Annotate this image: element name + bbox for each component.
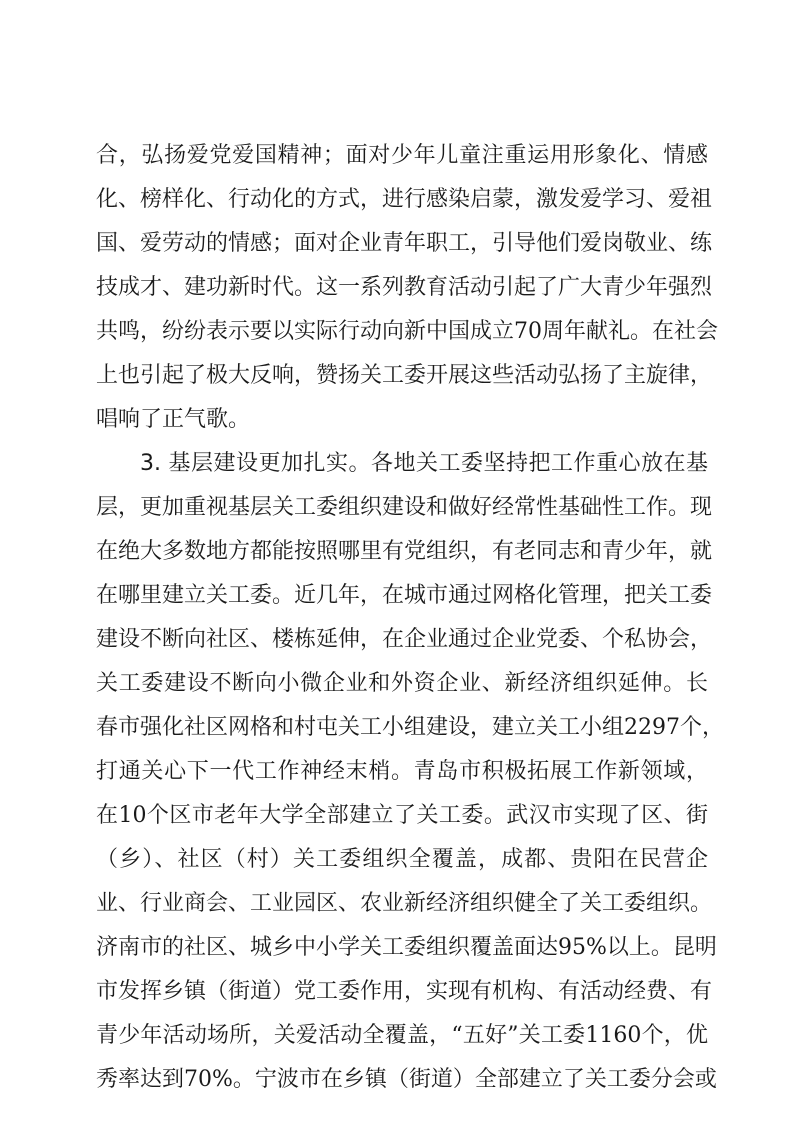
section-heading-line xyxy=(140,444,708,484)
body-text-line: 业、行业商会、工业园区、农业新经济组织健全了关工委组织。 xyxy=(96,891,713,916)
body-text-line: 春市强化社区网格和村屯关工小组建设，建立关工小组2297个， xyxy=(96,715,724,740)
body-text-line: 合，弘扬爱党爱国精神；面对少年儿童注重运用形象化、情感 xyxy=(96,143,708,168)
body-text-line: （乡）、社区（村）关工委组织全覆盖，成都、贵阳在民营企 xyxy=(96,847,708,872)
body-text-line: 共鸣，纷纷表示要以实际行动向新中国成立70周年献礼。在社会 xyxy=(96,319,718,344)
body-text-line: 化、榜样化、行动化的方式，进行感染启蒙，激发爱学习、爱祖 xyxy=(96,187,713,212)
body-text-line: 在哪里建立关工委。近几年，在城市通过网格化管理，把关工委 xyxy=(96,583,713,608)
body-text-line: 关工委建设不断向小微企业和外资企业、新经济组织延伸。长 xyxy=(96,671,708,696)
body-text-line: 技成才、建功新时代。这一系列教育活动引起了广大青少年强烈 xyxy=(96,275,713,300)
body-text-line: 建设不断向社区、楼栋延伸，在企业通过企业党委、个私协会， xyxy=(96,627,713,652)
section-3-first-line-text: 各地关工委坚持把工作重心放在基 xyxy=(370,451,708,476)
body-text-line: 上也引起了极大反响，赞扬关工委开展这些活动弘扬了主旋律， xyxy=(96,363,713,388)
body-text-line: 秀率达到70%。宁波市在乡镇（街道）全部建立了关工委分会或 xyxy=(96,1067,717,1092)
section-3-heading: 3. 基层建设更加扎实。 xyxy=(140,451,371,476)
body-text-line: 打通关心下一代工作神经末梢。青岛市积极拓展工作新领域， xyxy=(96,759,708,784)
body-text-line: 在绝大多数地方都能按照哪里有党组织，有老同志和青少年，就 xyxy=(96,539,713,564)
body-text-line: 市发挥乡镇（街道）党工委作用，实现有机构、有活动经费、有 xyxy=(96,979,713,1004)
body-text-line: 青少年活动场所，关爱活动全覆盖，“五好”关工委1160个，优 xyxy=(96,1023,708,1048)
body-text-line: 在10个区市老年大学全部建立了关工委。武汉市实现了区、街 xyxy=(96,803,708,828)
body-text-line: 济南市的社区、城乡中小学关工委组织覆盖面达95%以上。昆明 xyxy=(96,935,717,960)
body-text-line: 国、爱劳动的情感；面对企业青年职工，引导他们爱岗敬业、练 xyxy=(96,231,713,256)
body-text-line: 唱响了正气歌。 xyxy=(96,407,251,432)
body-text-line: 层，更加重视基层关工委组织建设和做好经常性基础性工作。现 xyxy=(96,495,713,520)
